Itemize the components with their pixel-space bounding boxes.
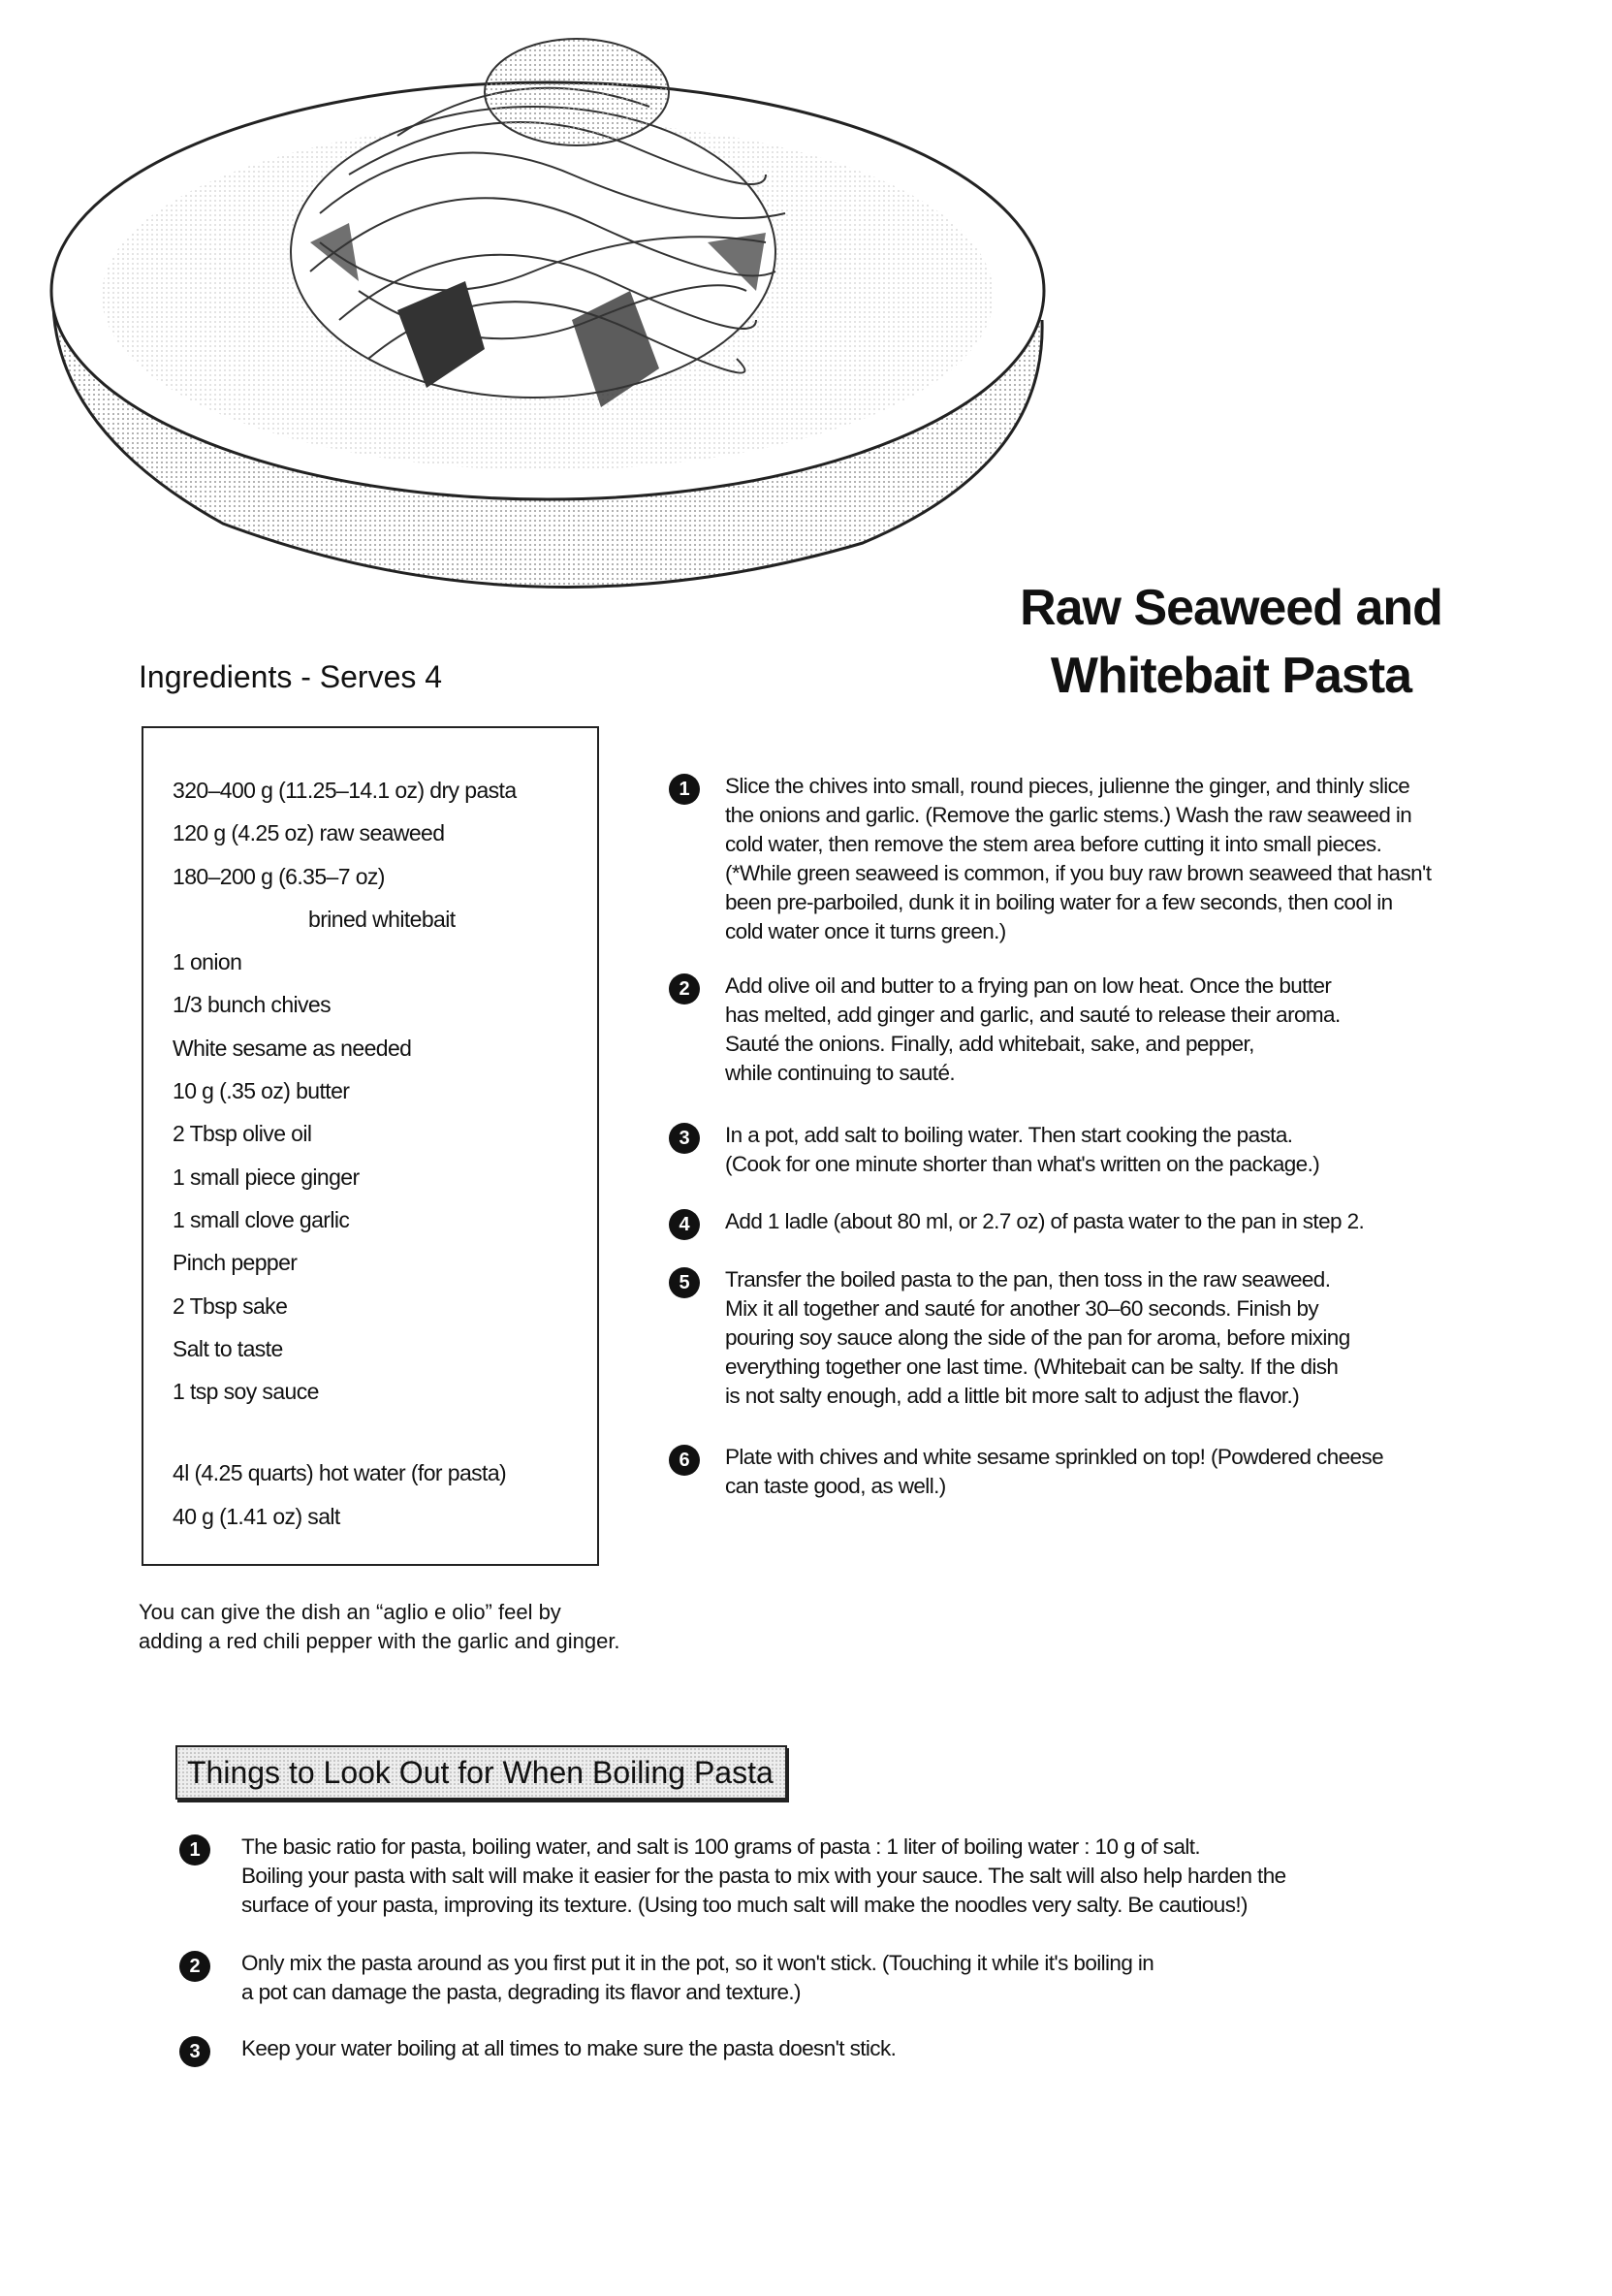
title-line: Whitebait Pasta bbox=[1050, 648, 1412, 704]
ingredient: 180–200 g (6.35–7 oz) bbox=[173, 863, 385, 889]
step-text-line: Add olive oil and butter to a frying pan on low heat. Once the butter bbox=[725, 973, 1332, 998]
step-text-line: the onions and garlic. (Remove the garlic stems.) Wash the raw seaweed in bbox=[725, 803, 1412, 827]
step-text-line: a pot can damage the pasta, degrading its flavor and texture.) bbox=[241, 1980, 801, 2004]
ingredient: 40 g (1.41 oz) salt bbox=[173, 1503, 340, 1529]
ingredient: 10 g (.35 oz) butter bbox=[173, 1078, 350, 1104]
ingredient: Salt to taste bbox=[173, 1335, 283, 1361]
step-text-line: pouring soy sauce along the side of the pan for aroma, before mixing bbox=[725, 1325, 1350, 1350]
step-number-badge: 3 bbox=[179, 2036, 210, 2067]
ingredient: 1 small piece ginger bbox=[173, 1164, 360, 1190]
step-text-line: The basic ratio for pasta, boiling water, and salt is 100 grams of pasta : 1 liter of boiling water : 10 g of salt. bbox=[241, 1834, 1201, 1859]
ingredients-box bbox=[142, 726, 599, 1566]
step-text-line: is not salty enough, add a little bit more salt to adjust the flavor.) bbox=[725, 1384, 1300, 1408]
step-number-badge: 3 bbox=[669, 1123, 700, 1154]
step-number-badge: 2 bbox=[179, 1951, 210, 1982]
recipe-step bbox=[669, 1265, 1599, 1408]
recipe-title bbox=[931, 574, 1532, 710]
title-line: Raw Seaweed and bbox=[1020, 580, 1442, 636]
ingredient: 320–400 g (11.25–14.1 oz) dry pasta bbox=[173, 778, 517, 803]
step-text-line: Mix it all together and sauté for another 30–60 seconds. Finish by bbox=[725, 1296, 1319, 1321]
step-text-line: cold water, then remove the stem area before cutting it into small pieces. bbox=[725, 832, 1382, 856]
step-text-line: everything together one last time. (Whitebait can be salty. If the dish bbox=[725, 1355, 1339, 1379]
step-text-line: (Cook for one minute shorter than what's written on the package.) bbox=[725, 1152, 1320, 1176]
step-text-line: (*While green seaweed is common, if you buy raw brown seaweed that hasn't bbox=[725, 861, 1432, 885]
step-text-line: while continuing to sauté. bbox=[725, 1061, 956, 1085]
tip-item bbox=[179, 2034, 1604, 2062]
tip-item bbox=[179, 1833, 1604, 1917]
ingredient: 1/3 bunch chives bbox=[173, 992, 332, 1018]
step-number-badge: 2 bbox=[669, 973, 700, 1004]
ingredient: 4l (4.25 quarts) hot water (for pasta) bbox=[173, 1460, 507, 1486]
ingredient: 2 Tbsp olive oil bbox=[173, 1121, 312, 1147]
ingredient: Pinch pepper bbox=[173, 1250, 298, 1276]
tips-heading: Things to Look Out for When Boiling Pasta bbox=[175, 1745, 787, 1800]
step-number-badge: 1 bbox=[669, 774, 700, 805]
recipe-step bbox=[669, 1207, 1599, 1235]
step-text-line: Plate with chives and white sesame sprinkled on top! (Powdered cheese bbox=[725, 1445, 1383, 1469]
step-text-line: Slice the chives into small, round pieces, julienne the ginger, and thinly slice bbox=[725, 774, 1410, 798]
step-text-line: cold water once it turns green.) bbox=[725, 919, 1006, 943]
note-line: adding a red chili pepper with the garlic and ginger. bbox=[139, 1629, 620, 1653]
step-text-line: Transfer the boiled pasta to the pan, then toss in the raw seaweed. bbox=[725, 1267, 1331, 1292]
ingredient: brined whitebait bbox=[308, 906, 456, 932]
tip-item bbox=[179, 1949, 1604, 2004]
recipe-step bbox=[669, 972, 1599, 1085]
step-text-line: has melted, add ginger and garlic, and sauté to release their aroma. bbox=[725, 1003, 1341, 1027]
step-number-badge: 5 bbox=[669, 1267, 700, 1298]
step-text-line: Sauté the onions. Finally, add whitebait, sake, and pepper, bbox=[725, 1032, 1254, 1056]
ingredient: White sesame as needed bbox=[173, 1035, 412, 1061]
recipe-note bbox=[139, 1598, 620, 1656]
step-text-line: surface of your pasta, improving its texture. (Using too much salt will make the noodles very salty. Be cautious!) bbox=[241, 1893, 1248, 1917]
recipe-step bbox=[669, 1443, 1599, 1498]
pasta-plate-illustration bbox=[29, 0, 1066, 621]
ingredients-list bbox=[173, 769, 587, 1538]
step-number-badge: 6 bbox=[669, 1445, 700, 1476]
ingredient: 1 onion bbox=[173, 949, 242, 975]
recipe-step bbox=[669, 1121, 1599, 1176]
step-text-line: In a pot, add salt to boiling water. Then start cooking the pasta. bbox=[725, 1123, 1293, 1147]
step-text-line: Keep your water boiling at all times to make sure the pasta doesn't stick. bbox=[241, 2036, 897, 2060]
step-number-badge: 1 bbox=[179, 1834, 210, 1866]
step-text-line: been pre-parboiled, dunk it in boiling water for a few seconds, then cool in bbox=[725, 890, 1393, 914]
step-number-badge: 4 bbox=[669, 1209, 700, 1240]
ingredient: 1 small clove garlic bbox=[173, 1206, 350, 1232]
step-text-line: Boiling your pasta with salt will make it easier for the pasta to mix with your sauce. The salt will also help harden the bbox=[241, 1864, 1286, 1888]
ingredients-heading: Ingredients - Serves 4 bbox=[139, 659, 443, 694]
note-line: You can give the dish an “aglio e olio” feel by bbox=[139, 1600, 561, 1624]
ingredient: 1 tsp soy sauce bbox=[173, 1379, 319, 1405]
step-text-line: Only mix the pasta around as you first put it in the pot, so it won't stick. (Touching it while it's boiling in bbox=[241, 1951, 1154, 1975]
step-text-line: can taste good, as well.) bbox=[725, 1474, 946, 1498]
recipe-step bbox=[669, 772, 1599, 943]
step-text-line: Add 1 ladle (about 80 ml, or 2.7 oz) of pasta water to the pan in step 2. bbox=[725, 1209, 1365, 1233]
ingredient: 2 Tbsp sake bbox=[173, 1292, 288, 1319]
ingredient: 120 g (4.25 oz) raw seaweed bbox=[173, 820, 445, 846]
